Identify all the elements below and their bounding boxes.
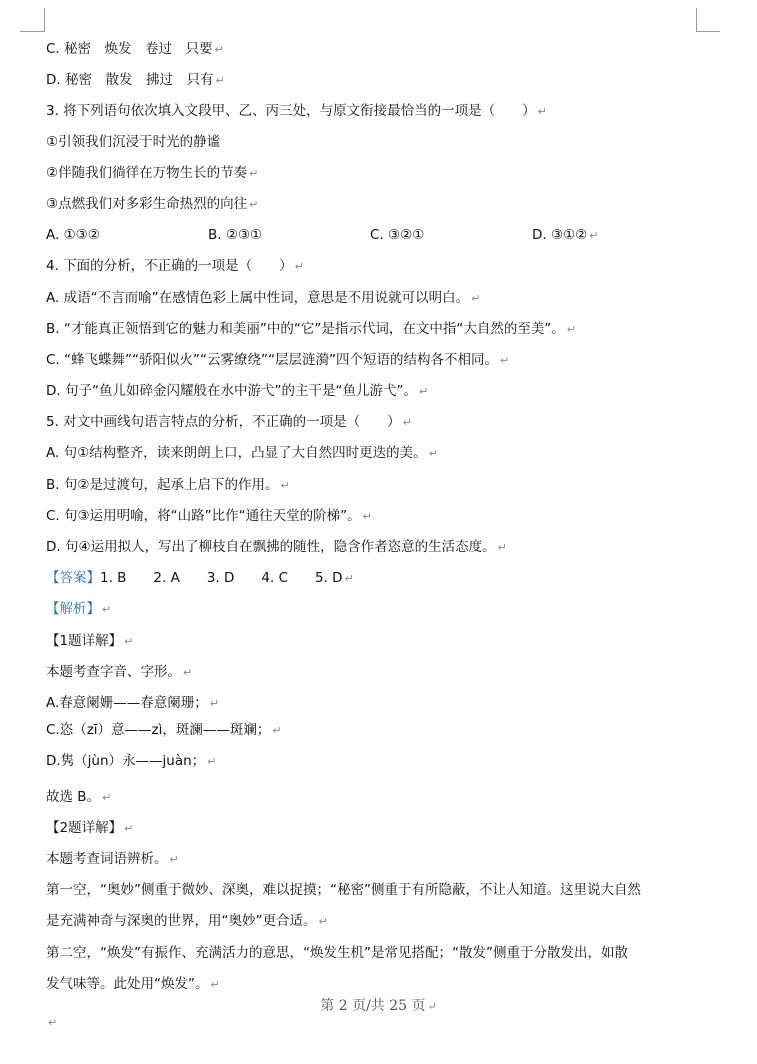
answer-line: 【答案】1. B 2. A 3. D 4. C 5. D ↵ bbox=[46, 570, 354, 586]
q2-detail-text: 本题考查词语辨析。 ↵ bbox=[46, 851, 179, 867]
answer-label: 【答案】 bbox=[46, 570, 100, 586]
q5-option-c: C. 句③运用明喻，将“山路”比作“通往天堂的阶梯”。 ↵ bbox=[46, 508, 372, 524]
analysis-line: 【解析】 ↵ bbox=[46, 601, 112, 617]
q1-detail-a: A.春意阑姗——春意阑珊； ↵ bbox=[46, 695, 220, 711]
q2-paragraph-1-cont: 是充满神奇与深奥的世界，用“奥妙”更合适。 ↵ bbox=[46, 913, 328, 929]
q2-detail-heading: 【2题详解】 ↵ bbox=[46, 820, 134, 836]
q5-option-a: A. 句①结构整齐，读来朗朗上口，凸显了大自然四时更迭的美。 ↵ bbox=[46, 445, 438, 461]
q3-options-row bbox=[46, 226, 646, 244]
question-4: 4. 下面的分析，不正确的一项是（ ） ↵ bbox=[46, 258, 304, 274]
page-footer: 第 2 页/共 25 页 ↵ bbox=[320, 998, 437, 1014]
crop-mark bbox=[44, 8, 45, 32]
crop-mark bbox=[696, 31, 720, 32]
sentence-3: ③点燃我们对多彩生命热烈的向往 ↵ bbox=[46, 196, 259, 212]
crop-mark bbox=[696, 8, 697, 32]
q3-option-d: D. ③①② ↵ bbox=[532, 227, 599, 243]
empty-paragraph: ↵ bbox=[48, 1016, 58, 1029]
q4-option-a: A. 成语“不言而喻”在感情色彩上属中性词，意思是不用说就可以明白。 ↵ bbox=[46, 290, 481, 306]
q1-detail-c: C.恣（zī）意——zì，斑澜——斑斓； ↵ bbox=[46, 722, 282, 738]
q3-option-b: B. ②③① bbox=[208, 227, 263, 243]
sentence-1: ①引领我们沉浸于时光的静谧 bbox=[46, 134, 221, 150]
question-5: 5. 对文中画线句语言特点的分析，不正确的一项是（ ） ↵ bbox=[46, 414, 412, 430]
q1-detail-heading: 【1题详解】 ↵ bbox=[46, 633, 134, 649]
analysis-label: 【解析】 bbox=[46, 601, 100, 617]
q4-option-b: B. “才能真正领悟到它的魅力和美丽”中的“它”是指示代词，在文中指“大自然的至美”。 ↵ bbox=[46, 321, 577, 337]
q3-option-c: C. ③②① bbox=[370, 227, 425, 243]
q1-conclusion: 故选 B。 ↵ bbox=[46, 789, 112, 805]
option-c-line: C. 秘密 焕发 卷过 只要 ↵ bbox=[46, 41, 224, 57]
option-d-line: D. 秘密 散发 拂过 只有 ↵ bbox=[46, 72, 225, 88]
q1-detail-d: D.隽（jùn）永——juàn； ↵ bbox=[46, 753, 217, 769]
q1-detail-text: 本题考查字音、字形。 ↵ bbox=[46, 664, 193, 680]
q3-option-a: A. ①③② bbox=[46, 227, 100, 243]
sentence-2: ②伴随我们徜徉在万物生长的节奏 ↵ bbox=[46, 165, 259, 181]
q2-paragraph-1: 第一空，“奥妙”侧重于微妙、深奥，难以捉摸；“秘密”侧重于有所隐蔽，不让人知道。这里说大自然 bbox=[46, 882, 641, 898]
question-3: 3. 将下列语句依次填入文段甲、乙、丙三处，与原文衔接最恰当的一项是（ ） ↵ bbox=[46, 103, 547, 119]
crop-mark bbox=[20, 31, 44, 32]
q5-option-b: B. 句②是过渡句，起承上启下的作用。 ↵ bbox=[46, 477, 290, 493]
q2-paragraph-2: 第二空，“焕发”有振作、充满活力的意思，“焕发生机”是常见搭配；“散发”侧重于分散发出，如散 bbox=[46, 945, 628, 961]
q4-option-d: D. 句子“鱼儿如碎金闪耀般在水中游弋”的主干是“鱼儿游弋”。 ↵ bbox=[46, 383, 429, 399]
q4-option-c: C. “蜂飞蝶舞”“骄阳似火”“云雾缭绕”“层层涟漪”四个短语的结构各不相同。 ↵ bbox=[46, 352, 510, 368]
q5-option-d: D. 句④运用拟人，写出了柳枝自在飘拂的随性，隐含作者恣意的生活态度。 ↵ bbox=[46, 539, 507, 555]
q2-paragraph-2-cont: 发气味等。此处用“焕发”。 ↵ bbox=[46, 976, 220, 992]
